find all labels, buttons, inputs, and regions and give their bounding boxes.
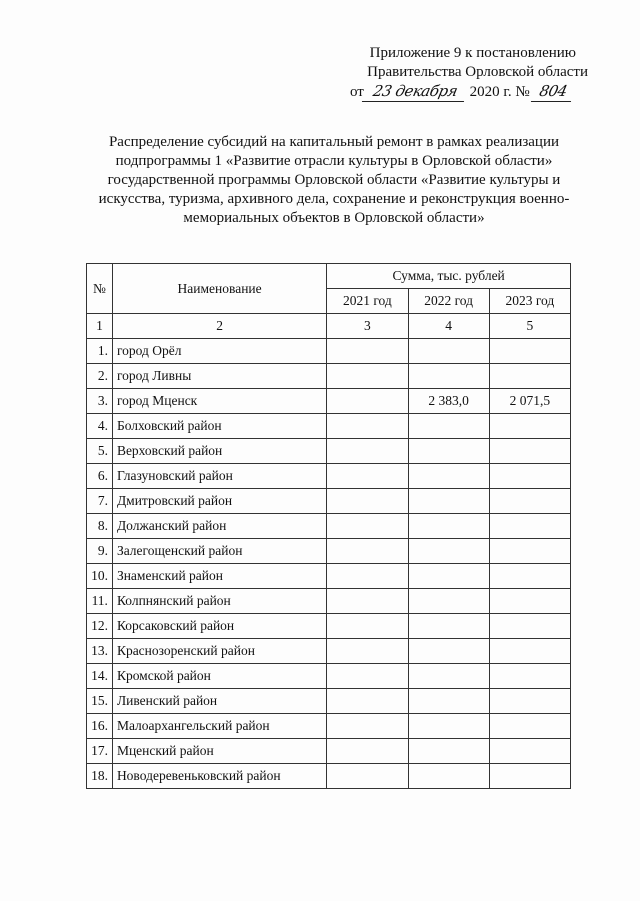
row-value-2021 — [327, 414, 408, 439]
row-value-2023 — [489, 614, 570, 639]
row-value-2021 — [327, 464, 408, 489]
handwritten-date: 23 декабря — [362, 82, 468, 102]
row-number: 7. — [87, 489, 113, 514]
row-number: 15. — [87, 689, 113, 714]
row-value-2021 — [327, 614, 408, 639]
col-number: 1 — [87, 314, 113, 339]
title-line: Распределение субсидий на капитальный ремонт в рамках реализации — [108, 134, 560, 150]
row-number: 18. — [87, 764, 113, 789]
row-value-2021 — [327, 589, 408, 614]
row-number: 11. — [87, 589, 113, 614]
row-value-2021 — [327, 639, 408, 664]
col-number: 3 — [327, 314, 408, 339]
row-value-2021 — [327, 539, 408, 564]
row-number: 16. — [87, 714, 113, 739]
row-value-2022 — [408, 339, 489, 364]
appendix-line-2: Правительства Орловской области — [367, 64, 588, 80]
row-value-2022 — [408, 439, 489, 464]
row-value-2022 — [408, 739, 489, 764]
row-name: Залегощенский район — [112, 539, 326, 564]
appendix-line-3 — [348, 82, 588, 102]
row-value-2023 — [489, 489, 570, 514]
table-row — [87, 464, 571, 489]
row-value-2023 — [489, 439, 570, 464]
table-row — [87, 514, 571, 539]
row-value-2021 — [327, 339, 408, 364]
row-value-2022 — [408, 589, 489, 614]
row-name: Верховский район — [112, 439, 326, 464]
row-value-2023 — [489, 339, 570, 364]
date-prefix: от — [350, 84, 364, 100]
row-value-2023 — [489, 589, 570, 614]
row-number: 1. — [87, 339, 113, 364]
row-value-2023 — [489, 364, 570, 389]
title-line: государственной программы Орловской области «Развитие культуры и — [107, 172, 561, 188]
row-value-2021 — [327, 364, 408, 389]
row-value-2022 — [408, 664, 489, 689]
row-value-2022 — [408, 614, 489, 639]
row-value-2023 — [489, 464, 570, 489]
row-value-2023 — [489, 714, 570, 739]
row-value-2023 — [489, 689, 570, 714]
row-value-2022 — [408, 364, 489, 389]
header-year-2023: 2023 год — [489, 289, 570, 314]
row-name: Мценский район — [112, 739, 326, 764]
table-row — [87, 589, 571, 614]
row-number: 17. — [87, 739, 113, 764]
row-name: Глазуновский район — [112, 464, 326, 489]
row-number: 12. — [87, 614, 113, 639]
header-sum-group: Сумма, тыс. рублей — [327, 264, 571, 289]
col-number: 2 — [112, 314, 326, 339]
row-value-2023 — [489, 514, 570, 539]
table-row — [87, 689, 571, 714]
row-value-2023 — [489, 564, 570, 589]
row-value-2023 — [489, 664, 570, 689]
row-number: 5. — [87, 439, 113, 464]
row-name: Корсаковский район — [112, 614, 326, 639]
appendix-header — [348, 44, 588, 102]
col-number: 5 — [489, 314, 570, 339]
row-value-2022 — [408, 539, 489, 564]
row-name: город Орёл — [112, 339, 326, 364]
row-value-2021 — [327, 489, 408, 514]
row-value-2021 — [327, 764, 408, 789]
table-row — [87, 714, 571, 739]
table-row — [87, 614, 571, 639]
row-name: Кромской район — [112, 664, 326, 689]
row-number: 8. — [87, 514, 113, 539]
row-name: Краснозоренский район — [112, 639, 326, 664]
subsidy-table — [86, 263, 571, 789]
row-number: 3. — [87, 389, 113, 414]
header-num: № — [87, 264, 113, 314]
row-value-2021 — [327, 714, 408, 739]
row-value-2021 — [327, 564, 408, 589]
row-name: город Мценск — [112, 389, 326, 414]
row-value-2022 — [408, 489, 489, 514]
row-name: Должанский район — [112, 514, 326, 539]
row-name: Болховский район — [112, 414, 326, 439]
row-value-2021 — [327, 664, 408, 689]
row-value-2022 — [408, 714, 489, 739]
row-number: 4. — [87, 414, 113, 439]
row-value-2022 — [408, 464, 489, 489]
row-number: 14. — [87, 664, 113, 689]
row-value-2023: 2 071,5 — [489, 389, 570, 414]
table-row — [87, 539, 571, 564]
row-value-2023 — [489, 739, 570, 764]
title-line: подпрограммы 1 «Развитие отрасли культуры в Орловской области» — [115, 153, 553, 169]
table-row — [87, 414, 571, 439]
table-row — [87, 764, 571, 789]
row-number: 2. — [87, 364, 113, 389]
row-number: 13. — [87, 639, 113, 664]
row-name: город Ливны — [112, 364, 326, 389]
row-name: Дмитровский район — [112, 489, 326, 514]
row-value-2022 — [408, 639, 489, 664]
row-value-2023 — [489, 539, 570, 564]
row-value-2022 — [408, 414, 489, 439]
row-value-2021 — [327, 514, 408, 539]
header-name: Наименование — [112, 264, 326, 314]
title-line: искусства, туризма, архивного дела, сохранение и реконструкция военно- — [98, 191, 570, 207]
table-row — [87, 664, 571, 689]
row-value-2023 — [489, 764, 570, 789]
row-value-2022 — [408, 764, 489, 789]
row-value-2022 — [408, 514, 489, 539]
year-number-label: 2020 г. № — [469, 84, 530, 100]
row-value-2023 — [489, 639, 570, 664]
row-value-2021 — [327, 389, 408, 414]
table-row — [87, 439, 571, 464]
row-name: Знаменский район — [112, 564, 326, 589]
table-row — [87, 564, 571, 589]
row-value-2022 — [408, 564, 489, 589]
table-row — [87, 364, 571, 389]
row-number: 10. — [87, 564, 113, 589]
row-name: Новодеревеньковский район — [112, 764, 326, 789]
appendix-line-1: Приложение 9 к постановлению — [369, 45, 576, 61]
row-value-2022 — [408, 689, 489, 714]
row-number: 6. — [87, 464, 113, 489]
row-value-2021 — [327, 689, 408, 714]
row-value-2021 — [327, 439, 408, 464]
table-row — [87, 739, 571, 764]
header-year-2021: 2021 год — [327, 289, 408, 314]
table-body — [87, 339, 571, 789]
row-value-2021 — [327, 739, 408, 764]
table-row — [87, 389, 571, 414]
header-year-2022: 2022 год — [408, 289, 489, 314]
row-value-2023 — [489, 414, 570, 439]
table-row — [87, 639, 571, 664]
row-value-2022: 2 383,0 — [408, 389, 489, 414]
handwritten-number: 804 — [531, 82, 575, 102]
document-title — [96, 133, 572, 228]
row-name: Колпнянский район — [112, 589, 326, 614]
table-row — [87, 489, 571, 514]
row-number: 9. — [87, 539, 113, 564]
row-name: Малоархангельский район — [112, 714, 326, 739]
col-number: 4 — [408, 314, 489, 339]
table-row — [87, 339, 571, 364]
title-line: мемориальных объектов в Орловской области» — [183, 210, 485, 226]
row-name: Ливенский район — [112, 689, 326, 714]
